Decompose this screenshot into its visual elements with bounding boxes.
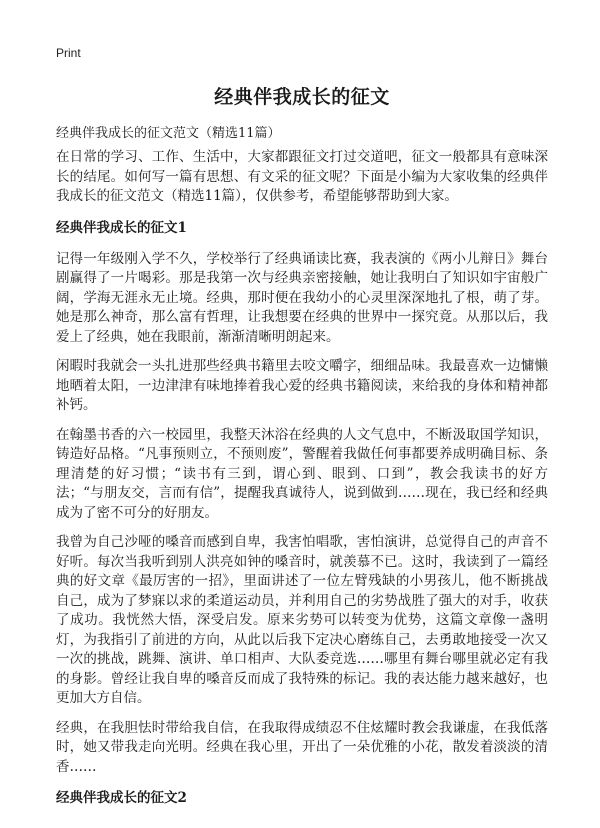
section-1-paragraph-3: 在翰墨书香的六一校园里，我整天沐浴在经典的人文气息中，不断汲取国学知识，铸造好品格。“凡事预则立，不预则废”，警醒着我做任何事都要养成明确目标、条理清楚的好习惯；“读书有三到，谓心到、眼到、口到”，教会我读书的好方法；“与朋友交，言而有信”，提醒我真诚待人，说到做到……现在，我已经和经典成为了密不可分的好朋友。 <box>56 426 548 521</box>
section-heading-1: 经典伴我成长的征文1 <box>56 219 187 236</box>
section-1-paragraph-2: 闲暇时我就会一头扎进那些经典书籍里去咬文嚼字，细细品味。我最喜欢一边慵懒地晒着太阳，一边津津有味地捧着我心爱的经典书籍阅读，来给我的身体和精神都补钙。 <box>56 358 548 413</box>
document-subtitle: 经典伴我成长的征文范文（精选11篇） <box>56 126 281 141</box>
section-1-paragraph-5: 经典，在我胆怯时带给我自信，在我取得成绩忍不住炫耀时教会我谦虚，在我低落时，她又带我走向光明。经典在我心里，开出了一朵优雅的小花，散发着淡淡的清香…… <box>56 719 548 775</box>
document-body <box>56 148 548 820</box>
section-1-paragraph-4: 我曾为自己沙哑的嗓音而感到自卑，我害怕唱歌，害怕演讲，总觉得自己的声音不好听。每次当我听到别人洪亮如钟的嗓音时，就羡慕不已。这时，我读到了一篇经典的好文章《最厉害的一招》，里面讲述了一位左臂残缺的小男孩儿，他不断挑战自己，成为了梦寐以求的柔道运动员，并利用自己的劣势战胜了强大的对手，收获了成功。我恍然大悟，深受启发。原来劣势可以转变为优势，这篇文章像一盏明灯，为我指引了前进的方向，从此以后我下定决心磨练自己，去勇敢地接受一次又一次的挑战，跳舞、演讲、单口相声、大队委竞选……哪里有舞台哪里就必定有我的身影。曾经让我自卑的嗓音反而成了我特殊的标记。我的表达能力越来越好，也更加大方自信。 <box>56 534 548 706</box>
section-1-paragraph-1: 记得一年级刚入学不久，学校举行了经典诵读比赛，我表演的《两小儿辩日》舞台剧赢得了一片喝彩。那是我第一次与经典亲密接触，她让我明白了知识如宇宙般广阔，学海无涯永无止境。经典，那时便在我幼小的心灵里深深地扎了根，萌了芽。她是那么神奇，那么富有哲理，让我想要在经典的世界中一探究竟。从那以后，我爱上了经典，她在我眼前，渐渐清晰明朗起来。 <box>56 250 548 345</box>
intro-paragraph: 在日常的学习、工作、生活中，大家都跟征文打过交道吧，征文一般都具有意味深长的结尾。如何写一篇有思想、有文采的征文呢？下面是小编为大家收集的经典伴我成长的征文范文（精选11篇），仅供参考，希望能够帮助到大家。 <box>56 149 548 204</box>
print-label[interactable]: Print <box>56 46 81 60</box>
document-title: 经典伴我成长的征文 <box>214 86 390 108</box>
section-heading-2: 经典伴我成长的征文2 <box>56 790 187 806</box>
